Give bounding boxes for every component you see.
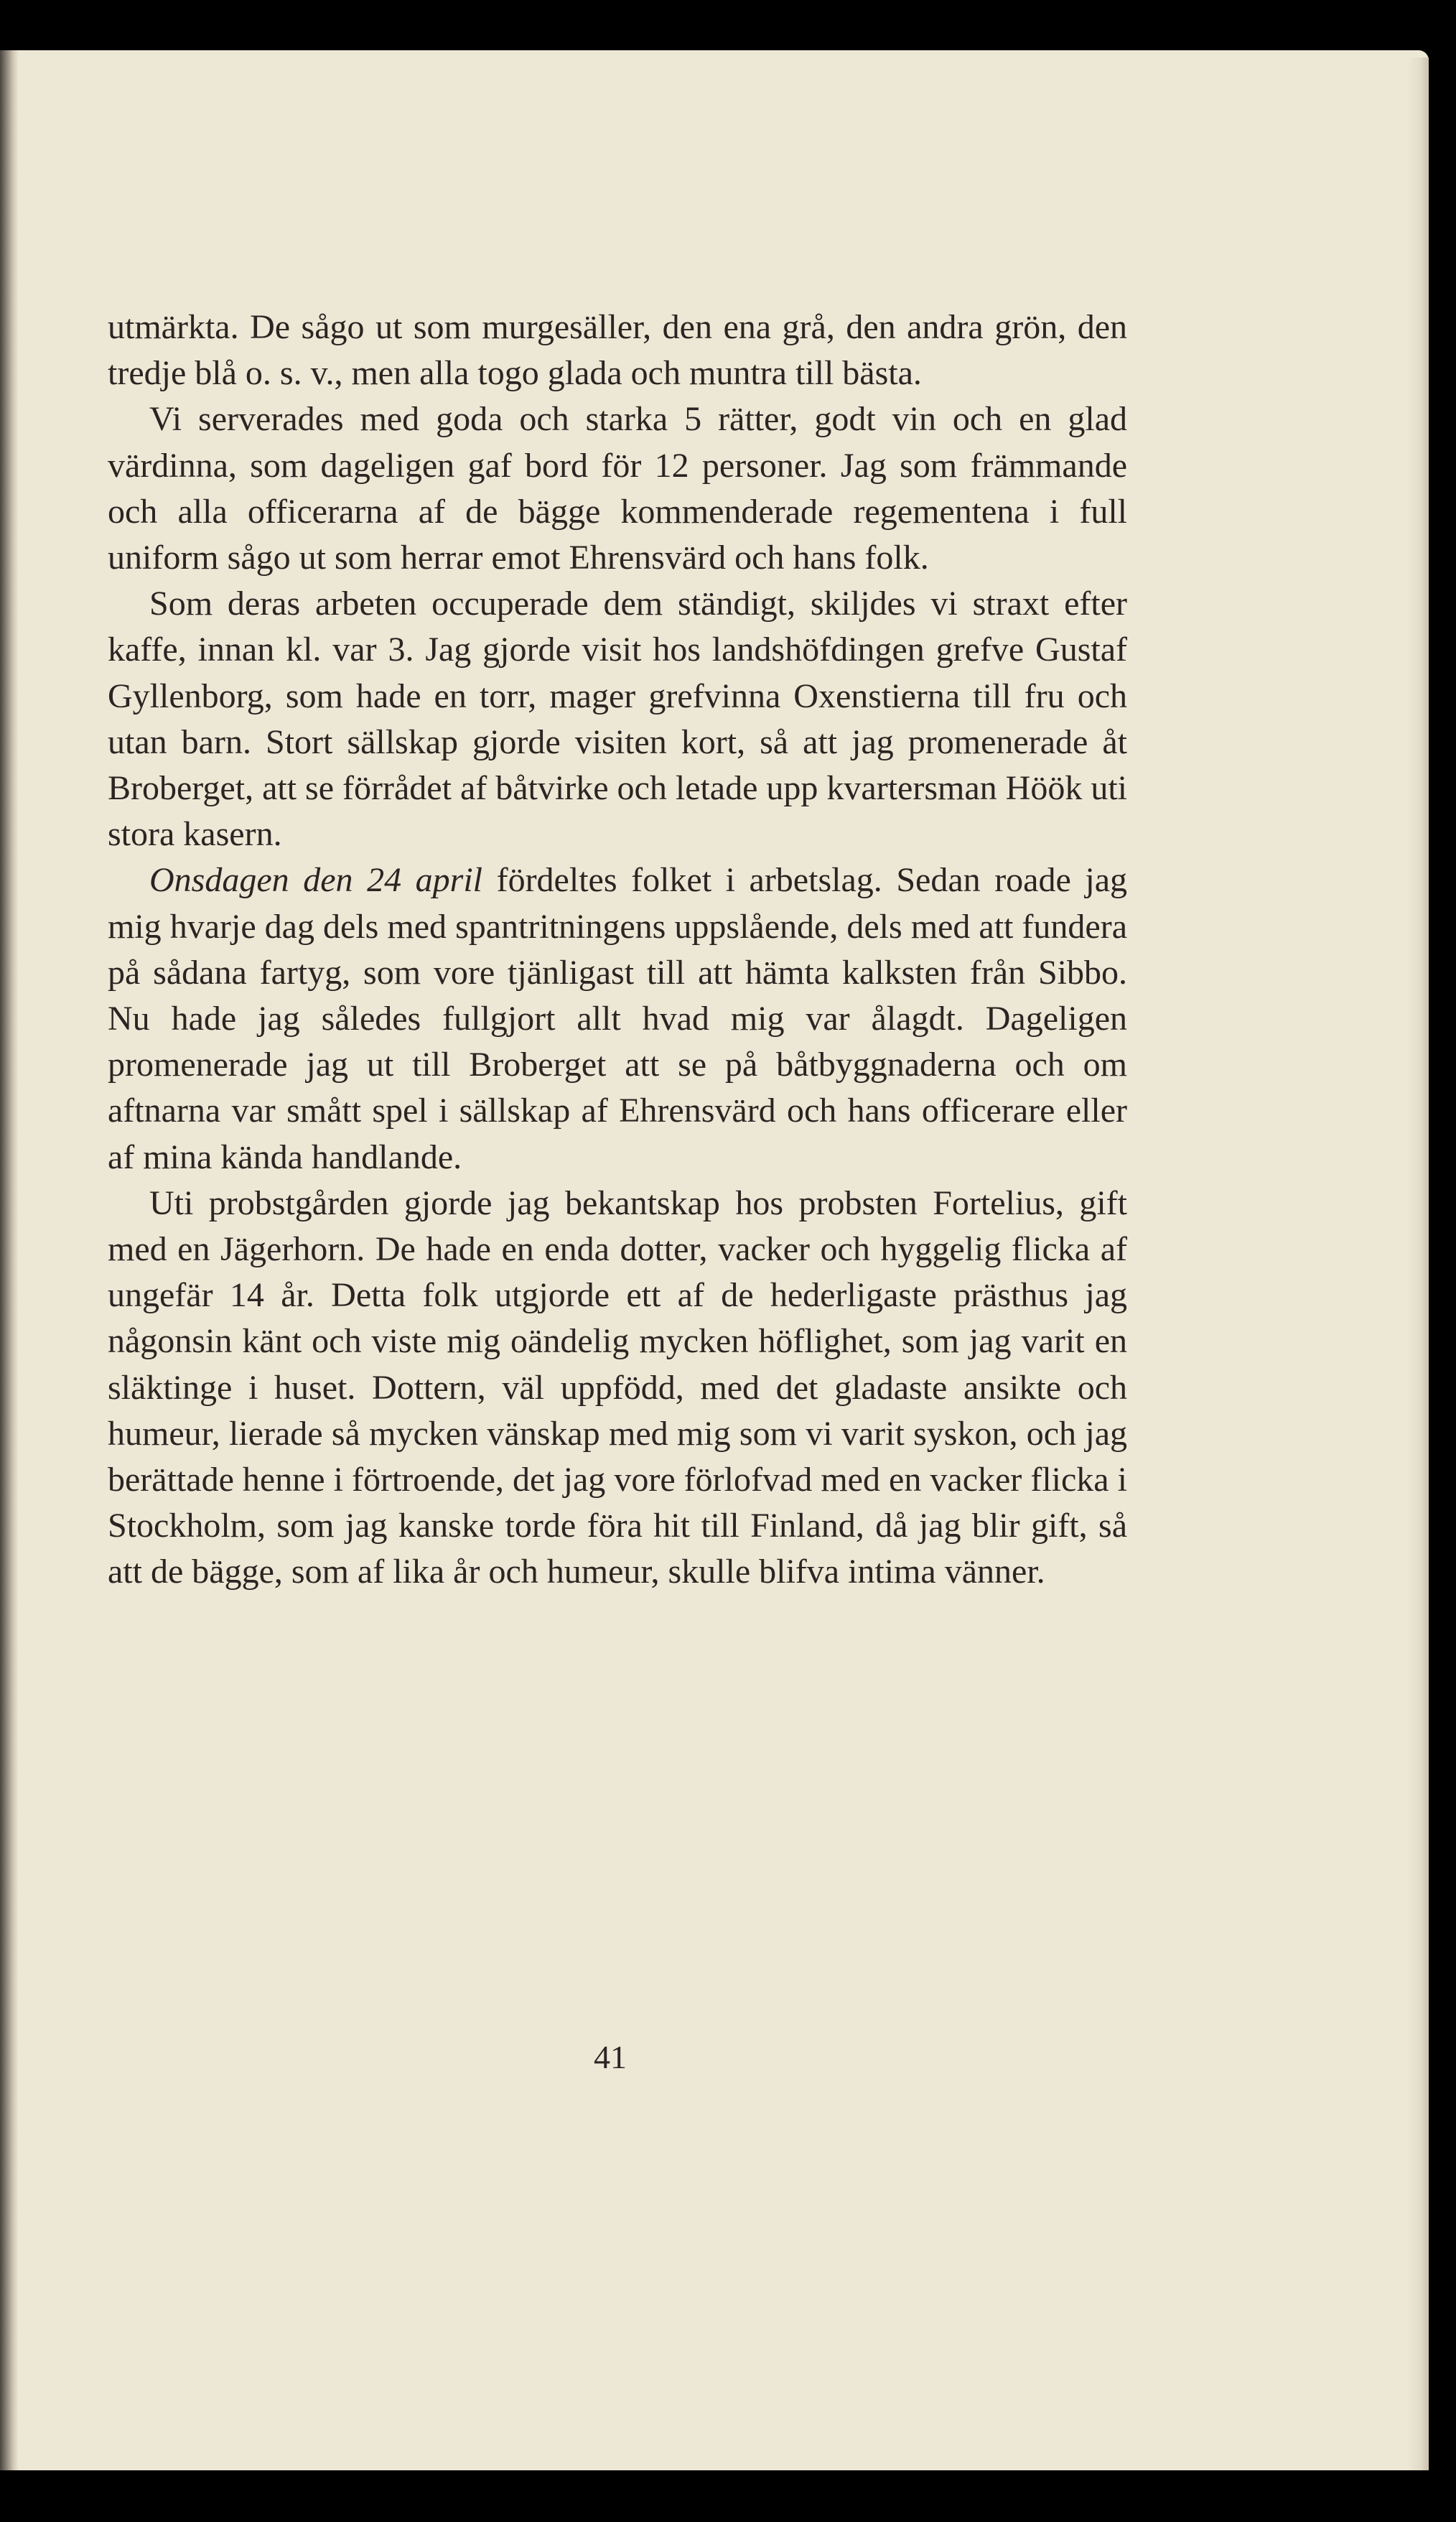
date-heading: Onsdagen den 24 april (149, 861, 483, 900)
page-number: 41 (594, 2039, 627, 2075)
paragraph-5: Uti probstgården gjorde jag bekantskap hos probsten Fortelius, gift med en Jägerhorn. De hade en enda dotter, vacker och hyggelig flicka af ungefär 14 år. Detta folk utgjorde ett af de hederligaste prästhus jag någonsin känt och viste mig oändelig mycken höflighet, som jag varit en släktinge i huset. Dottern, väl uppfödd, med det gladaste ansikte och humeur, lierade så mycken vänskap med mig som vi varit syskon, och jag berättade henne i förtroende, det jag vore förlofvad med en vacker flicka i Stockholm, som jag kanske torde föra hit till Finland, då jag blir gift, så att de bägge, som af lika år och humeur, skulle blifva intima vänner. (108, 1183, 1127, 1591)
paragraph-4-text: fördeltes folket i arbetslag. Sedan roade jag mig hvarje dag dels med spantritningens uppslående, dels med att fundera på sådana fartyg, som vore tjänligast till att hämta kalksten från Sibbo. Nu hade jag således fullgjort allt hvad mig var ålagdt. Dageligen promenerade jag ut till Broberget att se på båtbyggnaderna och om aftnarna var smått spel i sällskap af Ehrensvärd och hans officerare eller af mina kända handlande. (108, 861, 1128, 1176)
body-text (108, 304, 1127, 1596)
page-edge (1407, 57, 1429, 2506)
spine-shadow (0, 50, 19, 2513)
paragraph-2: Vi serverades med goda och starka 5 rätter, godt vin och en glad värdinna, som dageligen gaf bord för 12 personer. Jag som främmande och alla officerarna af de bägge kommenderade regementena i full uniform sågo ut som herrar emot Ehrensvärd och hans folk. (108, 400, 1127, 577)
paragraph-1: utmärkta. De sågo ut som murgesäller, den ena grå, den andra grön, den tredje blå o. s. v., men alla togo glada och muntra till bästa. (108, 308, 1127, 393)
paragraph-3: Som deras arbeten occuperade dem ständigt, skiljdes vi straxt efter kaffe, innan kl. var 3. Jag gjorde visit hos landshöfdingen grefve Gustaf Gyllenborg, som hade en torr, mager grefvinna Oxenstierna till fru och utan barn. Stort sällskap gjorde visiten kort, så att jag promenerade åt Broberget, att se förrådet af båtvirke och letade upp kvartersman Höök uti stora kasern. (108, 585, 1127, 854)
paragraph-4 (108, 857, 1127, 1180)
bottom-background (0, 2470, 1456, 2522)
